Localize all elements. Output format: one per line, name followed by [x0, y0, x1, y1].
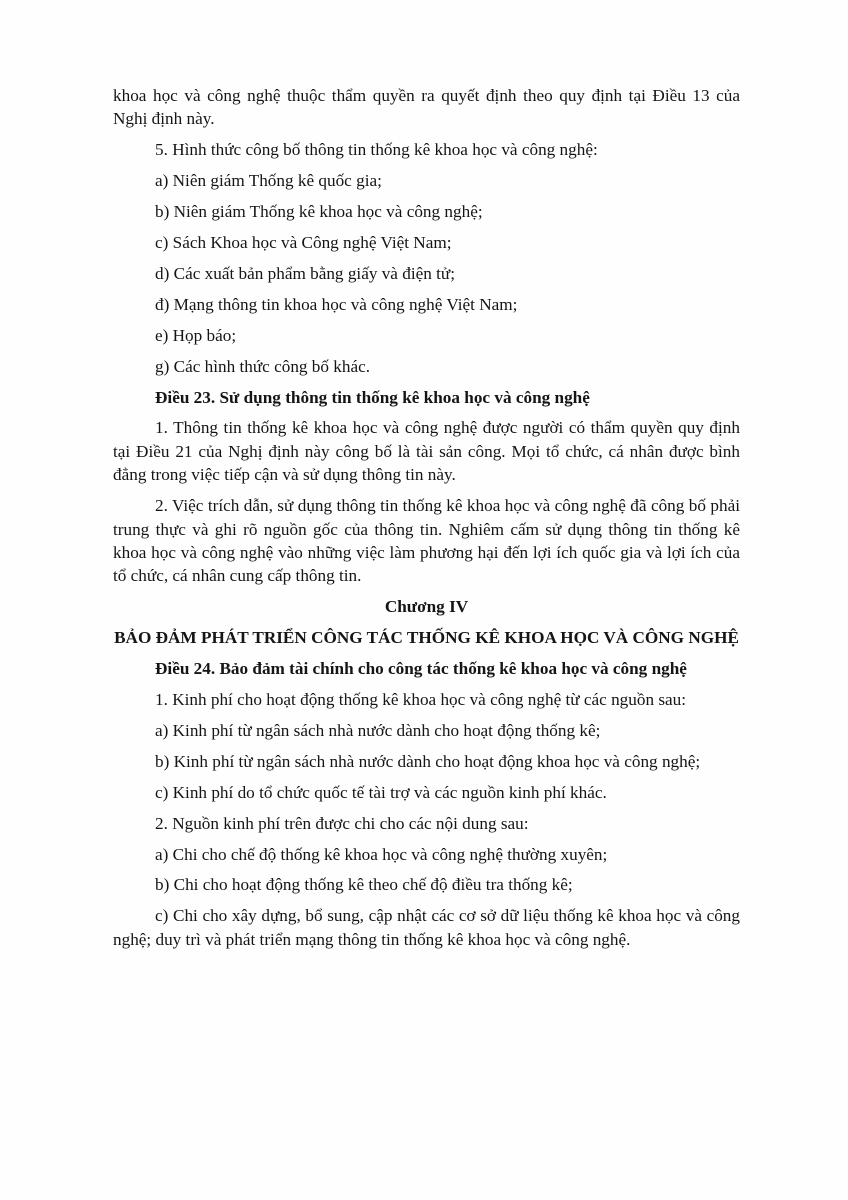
paragraph-continuation: khoa học và công nghệ thuộc thẩm quyền ra quyết định theo quy định tại Điều 13 của Nghị định này.	[113, 86, 740, 129]
article-23-clause-2: 2. Việc trích dẫn, sử dụng thông tin thống kê khoa học và công nghệ đã công bố phải trung thực và ghi rõ nguồn gốc của thông tin. Nghiêm cấm sử dụng thông tin thống kê khoa học và công nghệ vào những việc làm phương hại đến lợi ích quốc gia và lợi ích của tổ chức, cá nhân cung cấp thông tin.	[113, 496, 740, 586]
list-item-e: e) Họp báo;	[155, 325, 237, 345]
list-item-c: c) Sách Khoa học và Công nghệ Việt Nam;	[155, 233, 452, 253]
chapter-title: BẢO ĐẢM PHÁT TRIỂN CÔNG TÁC THỐNG KÊ KHOA HỌC VÀ CÔNG NGHỆ	[114, 628, 739, 648]
list-item-b: b) Niên giám Thống kê khoa học và công nghệ;	[155, 202, 483, 222]
article-23-clause-1: 1. Thông tin thống kê khoa học và công nghệ được người có thẩm quyền quy định tại Điều 21 của Nghị định này công bố là tài sản công. Mọi tổ chức, cá nhân được bình đẳng trong việc tiếp cận và sử dụng thông tin này.	[113, 418, 740, 485]
document-content	[113, 84, 740, 959]
list-item-g: g) Các hình thức công bố khác.	[155, 356, 371, 376]
article-24-heading: Điều 24. Bảo đảm tài chính cho công tác thống kê khoa học và công nghệ	[155, 659, 687, 679]
article-24-clause-2: 2. Nguồn kinh phí trên được chi cho các nội dung sau:	[155, 813, 529, 833]
list-item-a2: a) Kinh phí từ ngân sách nhà nước dành cho hoạt động thống kê;	[155, 720, 601, 740]
list-item-c3: c) Chi cho xây dựng, bổ sung, cập nhật các cơ sở dữ liệu thống kê khoa học và công nghệ; duy trì và phát triển mạng thông tin thống kê khoa học và công nghệ.	[113, 906, 740, 949]
list-item-d: d) Các xuất bản phẩm bằng giấy và điện tử;	[155, 263, 455, 283]
chapter-label: Chương IV	[384, 597, 469, 617]
article-23-heading: Điều 23. Sử dụng thông tin thống kê khoa học và công nghệ	[155, 387, 590, 407]
list-item-b2: b) Kinh phí từ ngân sách nhà nước dành cho hoạt động khoa học và công nghệ;	[155, 751, 701, 771]
paragraph-item-5: 5. Hình thức công bố thông tin thống kê khoa học và công nghệ:	[155, 140, 598, 160]
article-24-clause-1: 1. Kinh phí cho hoạt động thống kê khoa học và công nghệ từ các nguồn sau:	[155, 690, 687, 710]
list-item-a3: a) Chi cho chế độ thống kê khoa học và công nghệ thường xuyên;	[155, 844, 608, 864]
list-item-dd: đ) Mạng thông tin khoa học và công nghệ Việt Nam;	[155, 294, 518, 314]
list-item-b3: b) Chi cho hoạt động thống kê theo chế độ điều tra thống kê;	[155, 875, 573, 895]
list-item-a: a) Niên giám Thống kê quốc gia;	[155, 171, 382, 191]
list-item-c2: c) Kinh phí do tổ chức quốc tế tài trợ và các nguồn kinh phí khác.	[155, 782, 607, 802]
